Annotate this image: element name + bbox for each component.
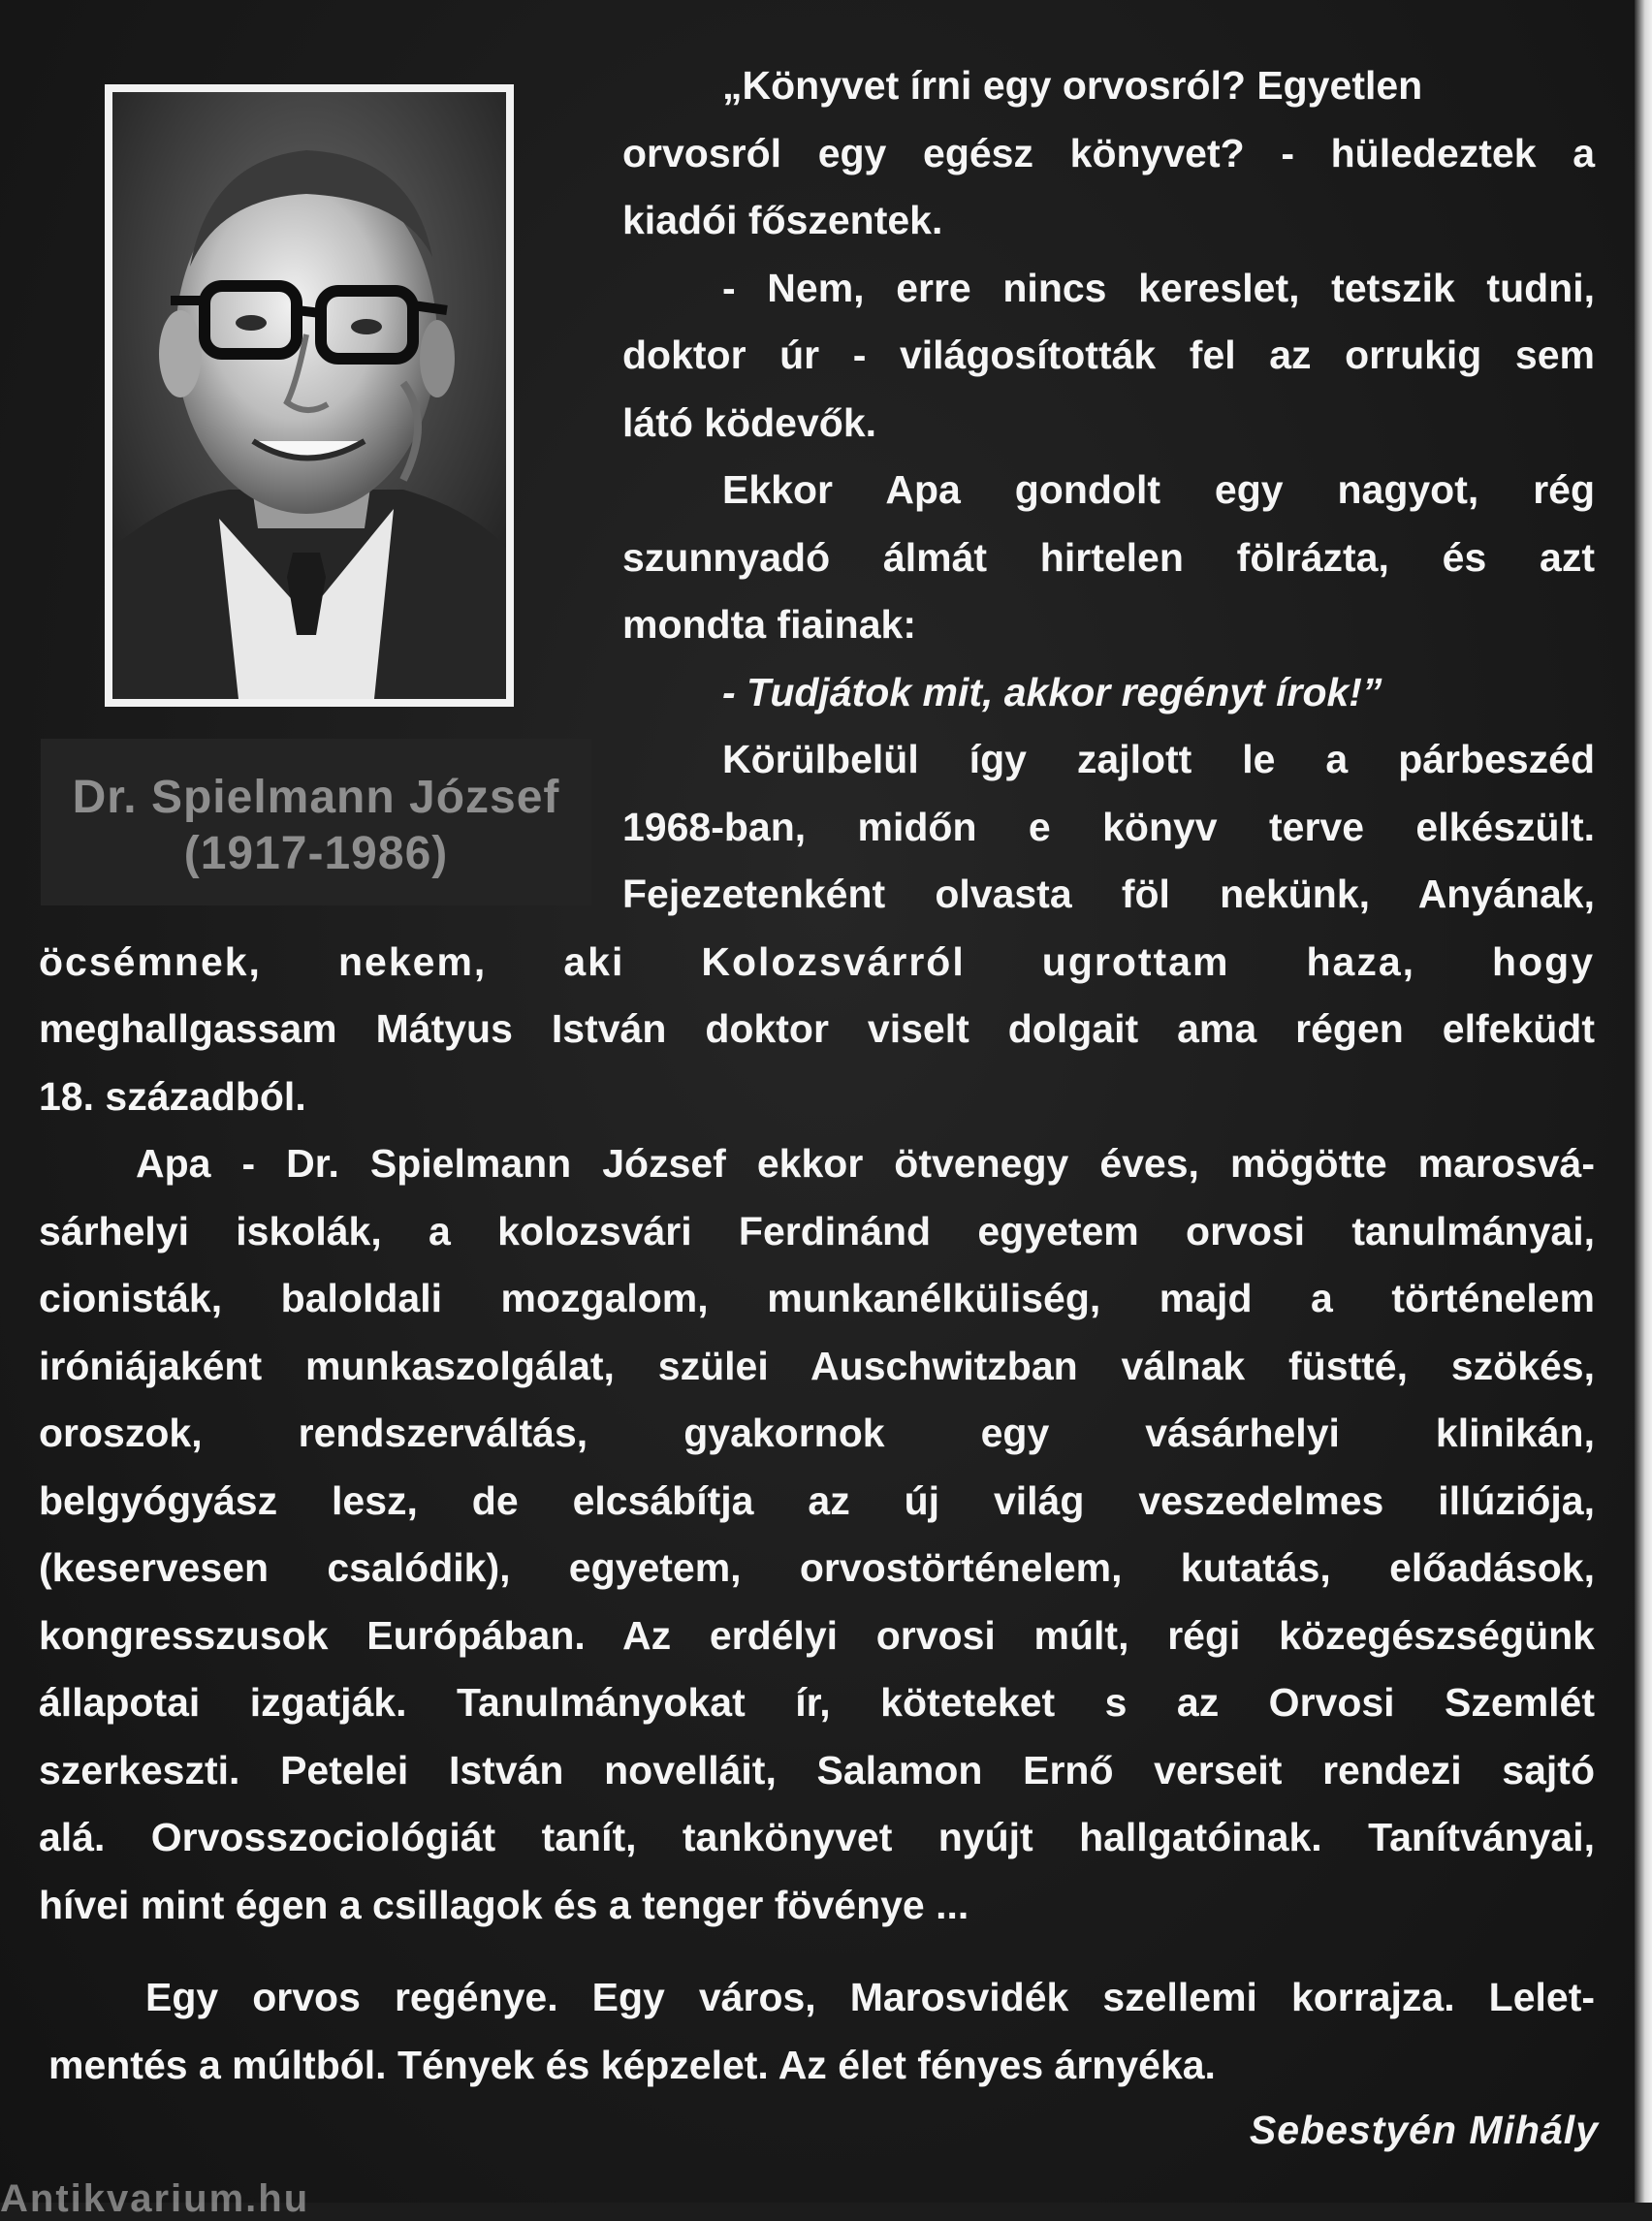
watermark: Antikvarium.hu bbox=[0, 2177, 310, 2220]
portrait-photo-frame bbox=[105, 84, 514, 707]
text-line: látó ködevők. bbox=[622, 400, 877, 445]
text-line: belgyógyász lesz, de elcsábítja az új világ veszedelmes illúziója, bbox=[39, 1478, 1595, 1523]
caption-years: (1917-1986) bbox=[183, 828, 449, 879]
text-line: Apa - Dr. Spielmann József ekkor ötvenegy éves, mögötte marosvá- bbox=[136, 1141, 1595, 1186]
text-line: 1968-ban, midőn e könyv terve elkészült. bbox=[622, 805, 1595, 849]
portrait-illustration bbox=[112, 92, 506, 699]
text-line: kiadói főszentek. bbox=[622, 198, 943, 242]
caption-name: Dr. Spielmann József bbox=[72, 772, 560, 823]
text-line: mentés a múltból. Tények és képzelet. Az élet fényes árnyéka. bbox=[48, 2043, 1216, 2087]
text-line: Fejezetenként olvasta föl nekünk, Anyának, bbox=[622, 872, 1595, 916]
text-line: „Könyvet írni egy orvosról? Egyetlen bbox=[722, 63, 1423, 108]
text-line-quote: - Tudjátok mit, akkor regényt írok!” bbox=[722, 670, 1382, 714]
text-line: hívei mint égen a csillagok és a tenger fövénye ... bbox=[39, 1883, 969, 1927]
text-line: szunnyadó álmát hirtelen fölrázta, és azt bbox=[622, 535, 1595, 580]
text-line: szerkeszti. Petelei István novelláit, Salamon Ernő verseit rendezi sajtó bbox=[39, 1748, 1595, 1793]
text-line: mondta fiainak: bbox=[622, 602, 916, 647]
text-line: cionisták, baloldali mozgalom, munkanélküliség, majd a történelem bbox=[39, 1276, 1595, 1320]
text-line: oroszok, rendszerváltás, gyakornok egy vásárhelyi klinikán, bbox=[39, 1411, 1595, 1455]
text-line: sárhelyi iskolák, a kolozsvári Ferdinánd egyetem orvosi tanulmányai, bbox=[39, 1209, 1595, 1253]
text-line: alá. Orvosszociológiát tanít, tankönyvet nyújt hallgatóinak. Tanítványai, bbox=[39, 1815, 1595, 1859]
text-line: Körülbelül így zajlott le a párbeszéd bbox=[722, 737, 1595, 781]
text-line: - Nem, erre nincs kereslet, tetszik tudni, bbox=[722, 266, 1595, 310]
text-line: (keservesen csalódik), egyetem, orvostörténelem, kutatás, előadások, bbox=[39, 1545, 1595, 1590]
text-line: iróniájaként munkaszolgálat, szülei Auschwitzban válnak füstté, szökés, bbox=[39, 1344, 1595, 1388]
text-line: öcsémnek, nekem, aki Kolozsvárról ugrottam haza, hogy bbox=[39, 939, 1595, 984]
text-line: doktor úr - világosították fel az orrukig sem bbox=[622, 333, 1595, 377]
text-line: meghallgassam Mátyus István doktor viselt dolgait ama régen elfeküdt bbox=[39, 1006, 1595, 1051]
portrait-caption bbox=[41, 739, 591, 905]
page-edge bbox=[1635, 0, 1652, 2203]
text-line: Egy orvos regénye. Egy város, Marosvidék szellemi korrajza. Lelet- bbox=[145, 1975, 1595, 2019]
author-signature: Sebestyén Mihály bbox=[1249, 2108, 1599, 2152]
text-line: állapotai izgatják. Tanulmányokat ír, köteteket s az Orvosi Szemlét bbox=[39, 1680, 1595, 1725]
text-line: kongresszusok Európában. Az erdélyi orvosi múlt, régi közegészségünk bbox=[39, 1613, 1595, 1658]
text-line: Ekkor Apa gondolt egy nagyot, rég bbox=[722, 467, 1595, 512]
portrait-photo bbox=[112, 92, 506, 699]
text-line: 18. századból. bbox=[39, 1074, 306, 1119]
text-line: orvosról egy egész könyvet? - hüledeztek a bbox=[622, 131, 1595, 175]
